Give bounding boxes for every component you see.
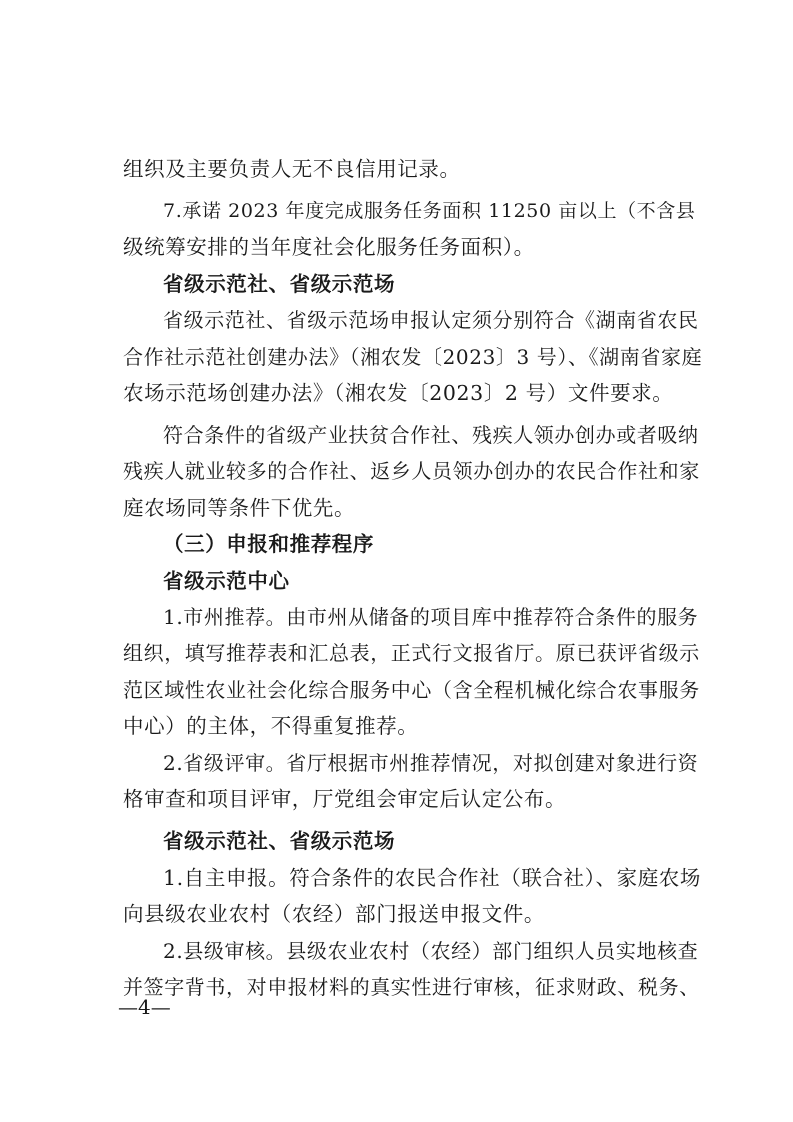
text-line: 7.承诺 2023 年度完成服务任务面积 11250 亩以上（不含县 (163, 200, 696, 222)
text-line: 符合条件的省级产业扶贫合作社、残疾人领办创办或者吸纳 (163, 423, 699, 447)
text-line: 省级示范社、省级示范场申报认定须分别符合《湖南省农民 (163, 308, 699, 332)
section-subheading: 省级示范社、省级示范场 (163, 829, 396, 853)
text-line: 庭农场同等条件下优先。 (123, 496, 356, 520)
text-line: 组织及主要负责人无不良信用记录。 (123, 157, 461, 181)
text-line: 并签字背书，对申报材料的真实性进行审核，征求财政、税务、 (123, 975, 700, 999)
text-line: 残疾人就业较多的合作社、返乡人员领办创办的农民合作社和家 (123, 459, 700, 483)
text-line: 2.省级评审。省厅根据市州推荐情况，对拟创建对象进行资 (163, 751, 699, 775)
text-line: 级统筹安排的当年度社会化服务任务面积）。 (123, 235, 535, 259)
text-line: 向县级农业农村（农经）部门报送申报文件。 (123, 902, 545, 926)
text-line: 1.自主申报。符合条件的农民合作社（联合社）、家庭农场 (163, 866, 702, 890)
text-line: 农场示范场创建办法》（湘农发〔2023〕2 号）文件要求。 (123, 381, 674, 405)
text-line: 1.市州推荐。由市州从储备的项目库中推荐符合条件的服务 (163, 605, 699, 629)
text-line: 2.县级审核。县级农业农村（农经）部门组织人员实地核查 (163, 939, 699, 963)
page-number: —4— (118, 995, 171, 1019)
text-line: 格审查和项目评审，厅党组会审定后认定公布。 (123, 787, 567, 811)
text-line: 中心）的主体，不得重复推荐。 (123, 714, 419, 738)
text-line: 合作社示范社创建办法》（湘农发〔2023〕3 号）、《湖南省家庭 (123, 345, 703, 369)
section-heading: （三）申报和推荐程序 (163, 532, 374, 556)
section-subheading: 省级示范中心 (163, 569, 290, 593)
text-line: 组织，填写推荐表和汇总表，正式行文报省厅。原已获评省级示 (123, 641, 700, 665)
text-line: 范区域性农业社会化综合服务中心（含全程机械化综合农事服务 (123, 678, 700, 702)
section-subheading: 省级示范社、省级示范场 (163, 272, 396, 296)
